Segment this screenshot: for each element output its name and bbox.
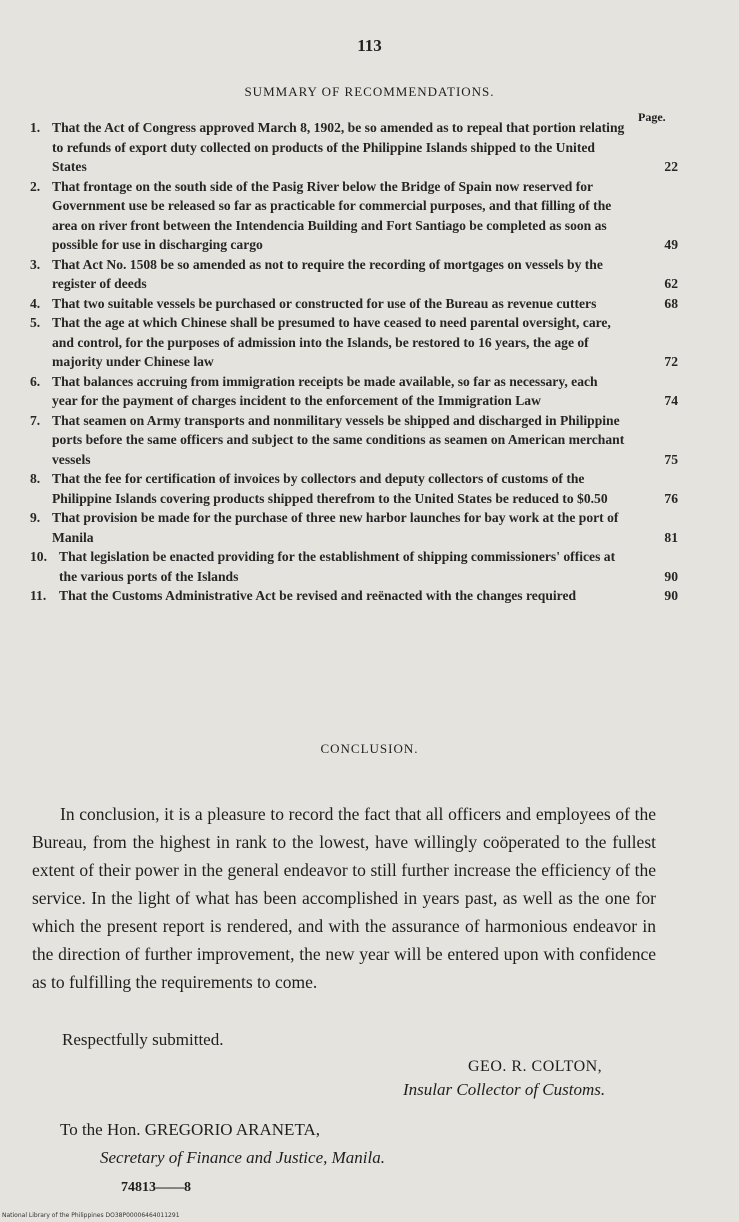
recommendation-body [30,313,626,372]
recommendation-body [30,469,626,508]
recommendation-item [30,547,690,586]
print-code: 74813——8 [121,1180,191,1195]
conclusion-heading: CONCLUSION. [320,741,419,756]
recommendation-body [30,255,626,294]
recommendation-body [30,547,626,586]
recommendation-text: That balances accruing from immigration receipts be made available, so far as necessary, each year for the payment of charges incident to the enforcement of the Immigration Law [52,373,598,408]
recommendation-page: 49 [664,237,678,252]
recommendation-page: 75 [664,451,678,467]
page-column-label: Page. [638,110,666,124]
recommendation-body [30,411,626,470]
recommendation-item [30,372,690,411]
recommendation-item [30,586,690,606]
recommendation-page: 72 [664,354,678,369]
recommendation-number: 2. [30,178,41,194]
recommendation-number: 10. [30,549,47,564]
recommendation-item [30,255,690,294]
recommendation-body [30,508,626,547]
recommendations-list [30,118,690,606]
recommendation-number: 11. [30,588,47,603]
recommendation-number: 1. [30,120,41,135]
recommendation-number: 8. [30,471,41,486]
recommendation-number: 6. [30,373,41,389]
recommendation-item [30,177,690,255]
signer-name: GEO. R. COLTON, [468,1058,603,1075]
recommendation-page: 68 [664,295,678,311]
recommendation-number: 7. [30,412,41,428]
recommendation-text: That two suitable vessels be purchased or constructed for use of the Bureau as revenue cutters [52,295,597,311]
recommendation-number: 3. [30,256,41,272]
recommendation-number: 5. [30,315,41,330]
recommendation-text: That frontage on the south side of the Pasig River below the Bridge of Spain now reserved for Government use be released so far as practicable for commercial purposes, and that filling of the area on river front between the Intendencia Building and Fort Santiago be completed as soon as possible for use in discharging cargo [52,178,612,252]
recommendation-item [30,294,690,314]
recommendation-number: 9. [30,510,41,525]
recommendation-body [30,586,626,606]
recommendation-body [30,372,626,411]
recommendation-page: 76 [664,490,678,506]
recommendation-text: That legislation be enacted providing for the establishment of shipping commissioners' offices at the various ports of the Islands [59,549,616,584]
recommendation-text: That seamen on Army transports and nonmilitary vessels be shipped and discharged in Philippine ports before the same officers and subject to the same conditions as seamen on American merchant vessels [52,412,625,467]
recommendation-page: 81 [664,529,678,545]
recommendation-page: 62 [664,276,678,291]
conclusion-paragraph: In conclusion, it is a pleasure to record the fact that all officers and employees of the Bureau, from the highest in rank to the lowest, have willingly coöperated to the fullest extent of their power in the general endeavor to still further increase the efficiency of the service. In the light of what has been accomplished in years past, as well as the one for which the present report is rendered, and with the assurance of harmonious endeavor in the direction of further improvement, the new year will be entered upon with confidence as to fulfilling the requirements to come. [32,804,656,992]
addressee-title: Secretary of Finance and Justice, Manila. [100,1148,385,1167]
signer-title: Insular Collector of Customs. [403,1080,606,1099]
recommendation-text: That the age at which Chinese shall be presumed to have ceased to need parental oversight, care, and control, for the purposes of admission into the Islands, be restored to 16 years, the age of majority under Chinese law [52,315,611,369]
recommendation-text: That the Customs Administrative Act be revised and reënacted with the changes required [59,588,577,603]
footer-credit: National Library of the Philippines DO38P00006464011291 [2,1212,180,1219]
recommendation-text: That the fee for certification of invoices by collectors and deputy collectors of customs of the Philippine Islands covering products shipped therefrom to the United States be reduced to $0.50 [52,471,608,506]
recommendation-item [30,313,690,372]
recommendation-page: 22 [664,159,678,174]
recommendation-item [30,118,690,177]
recommendation-page: 74 [664,393,678,408]
recommendation-body [30,118,626,177]
recommendation-page: 90 [664,568,678,584]
closing-line: Respectfully submitted. [62,1030,224,1049]
addressee: To the Hon. GREGORIO ARANETA, [60,1120,320,1139]
recommendation-text: That the Act of Congress approved March 8, 1902, be so amended as to repeal that portion relating to refunds of export duty collected on products of the Philippine Islands shipped to the United States [52,120,625,174]
recommendation-body [30,177,626,255]
recommendation-item [30,469,690,508]
page-number: 113 [357,36,382,55]
recommendation-text: That Act No. 1508 be so amended as not to require the recording of mortgages on vessels by the register of deeds [52,256,603,291]
summary-heading: SUMMARY OF RECOMMENDATIONS. [244,84,495,99]
recommendation-page: 90 [664,588,678,603]
recommendation-item [30,508,690,547]
recommendation-item [30,411,690,470]
recommendation-text: That provision be made for the purchase of three new harbor launches for bay work at the port of Manila [52,510,619,545]
recommendation-number: 4. [30,295,41,311]
recommendation-body [30,294,626,314]
